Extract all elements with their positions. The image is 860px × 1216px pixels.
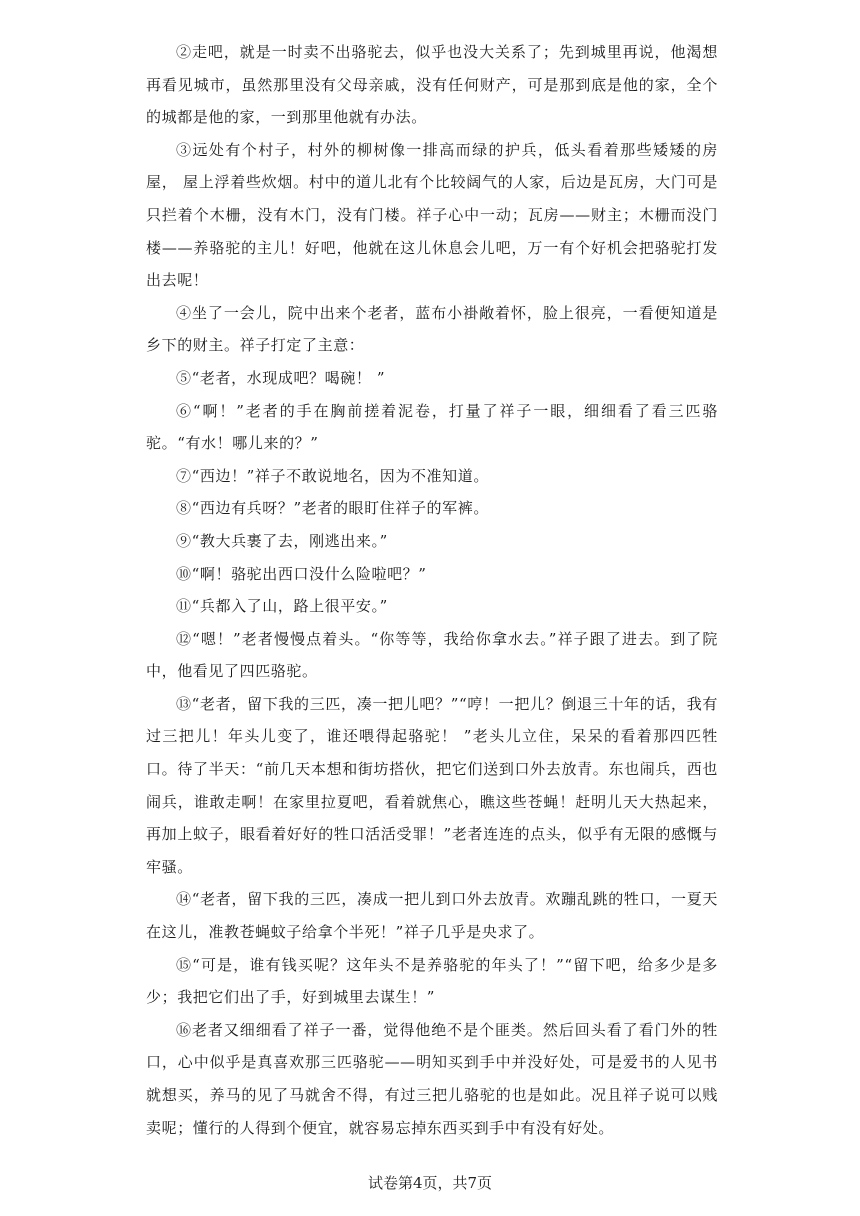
paragraph-8: ⑧“西边有兵呀？”老者的眼盯住祥子的军裤。 bbox=[176, 499, 489, 518]
paragraph-4: ④坐了一会儿，院中出来个老者，蓝布小褂敞着怀，脸上很亮，一看便知道是乡下的财主。祥子打定了主意： bbox=[146, 303, 718, 355]
paragraph-2: ②走吧，就是一时卖不出骆驼去，似乎也没大关系了；先到城里再说，他渴想再看见城市，虽然那里没有父母亲戚，没有任何财产，可是那到底是他的家，全个的城都是他的家，一到那里他就有办法。 bbox=[146, 43, 718, 127]
paragraph-12: ⑫“嗯！”老者慢慢点着头。“你等等，我给你拿水去。”祥子跟了进去。到了院中，他看见了四匹骆驼。 bbox=[146, 629, 718, 681]
paragraph-6: ⑥“啊！”老者的手在胸前搓着泥卷，打量了祥子一眼，细细看了看三匹骆驼。“有水！哪儿来的？” bbox=[146, 401, 718, 453]
paragraph-5: ⑤“老者，水现成吧？喝碗！ ” bbox=[176, 368, 386, 387]
page-footer bbox=[0, 1172, 860, 1193]
paragraph-9: ⑨“教大兵裹了去，刚逃出来。” bbox=[176, 531, 388, 550]
paragraph-14: ⑭“老者，留下我的三匹，凑成一把儿到口外去放青。欢蹦乱跳的牲口，一夏天在这儿，准教苍蝇蚊子给拿个半死！”祥子几乎是央求了。 bbox=[146, 890, 718, 942]
paragraph-15: ⑮“可是，谁有钱买呢？这年头不是养骆驼的年头了！”“留下吧，给多少是多少；我把它们出了手，好到城里去谋生！” bbox=[146, 955, 718, 1007]
paragraph-3: ③远处有个村子，村外的柳树像一排高而绿的护兵，低头看着那些矮矮的房屋， 屋上浮着些炊烟。村中的道儿北有个比较阔气的人家，后边是瓦房，大门可是只拦着个木栅，没有木门，没有门楼。祥子心中一动；瓦房——财主；木栅而没门楼——养骆驼的主儿！好吧，他就在这儿休息会儿吧，万一有个好机会把骆驼打发出去呢！ bbox=[146, 140, 718, 290]
paragraph-7: ⑦“西边！”祥子不敢说地名，因为不准知道。 bbox=[176, 466, 489, 485]
paragraph-10: ⑩“啊！骆驼出西口没什么险啦吧？” bbox=[176, 564, 427, 583]
paragraph-13: ⑬“老者，留下我的三匹，凑一把儿吧？”“哼！一把儿？倒退三十年的话，我有过三把儿！年头儿变了，谁还喂得起骆驼！ ”老头儿立住，呆呆的看着那四匹牲口。待了半天：“前几天本想和街坊搭伙，把它们送到口外去放青。东也闹兵，西也闹兵，谁敢走啊！在家里拉夏吧，看着就焦心，瞧这些苍蝇！赶明儿天大热起来，再加上蚊子，眼看着好好的牲口活活受罪！”老者连连的点头，似乎有无限的感慨与牢骚。 bbox=[146, 694, 718, 876]
paragraph-16: ⑯老者又细细看了祥子一番，觉得他绝不是个匪类。然后回头看了看门外的牲口，心中似乎是真喜欢那三匹骆驼——明知买到手中并没好处，可是爱书的人见书就想买，养马的见了马就舍不得，有过三把儿骆驼的也是如此。况且祥子说可以贱卖呢；懂行的人得到个便宜，就容易忘掉东西买到手中有没有好处。 bbox=[146, 1020, 718, 1137]
paragraph-11: ⑪“兵都入了山，路上很平安。” bbox=[176, 597, 388, 616]
document-body bbox=[146, 36, 718, 1144]
page-number-label: 试卷第4页，共7页 bbox=[367, 1174, 493, 1192]
